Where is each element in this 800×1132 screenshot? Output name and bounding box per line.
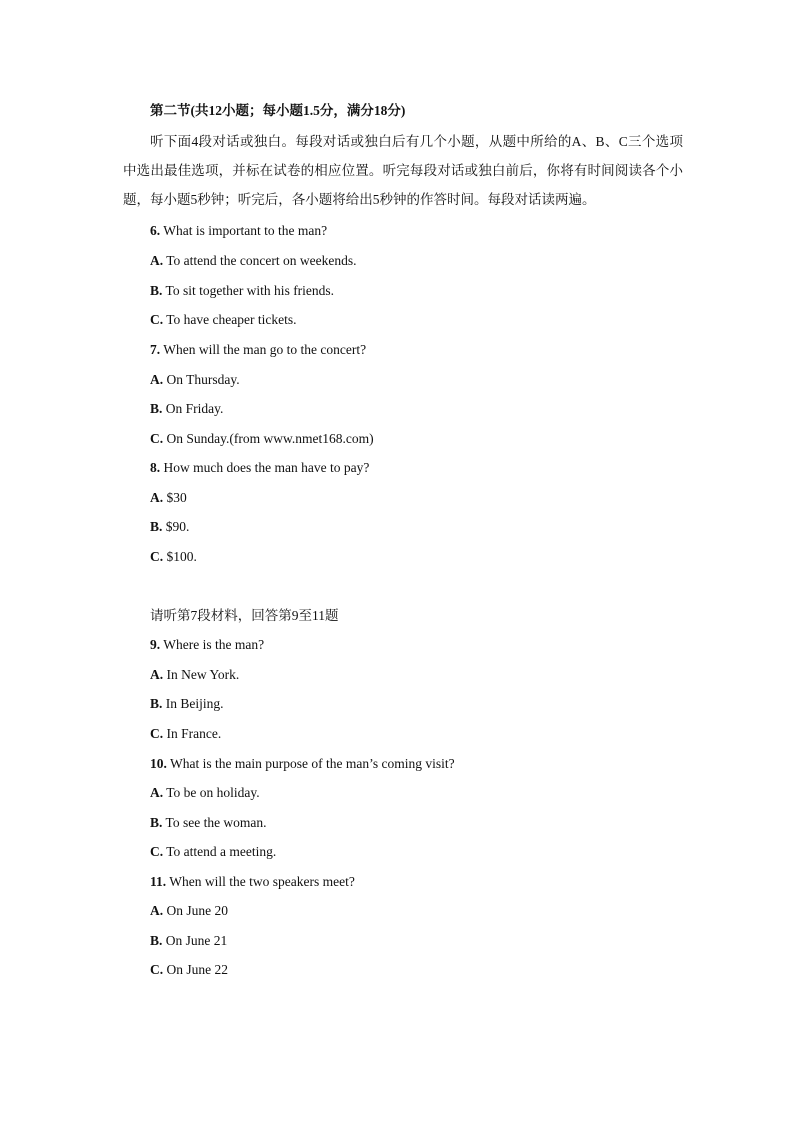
question-11 [150, 873, 355, 891]
instructions-paragraph: 听下面4段对话或独白。每段对话或独白后有几个小题，从题中所给的A、B、C三个选项中选出最佳选项，并标在试卷的相应位置。听完每段对话或独白前后，你将有时间阅读各个小题，每小题5秒钟；听完后，各小题将给出5秒钟的作答时间。每段对话读两遍。 [123, 134, 683, 207]
question-number: 7. [150, 342, 161, 357]
option-text: $100. [163, 549, 197, 564]
question-10 [150, 755, 455, 773]
question-number: 6. [150, 223, 161, 238]
question-8 [150, 459, 369, 477]
question-text: How much does the man have to pay? [160, 460, 370, 475]
option-text: In New York. [163, 667, 240, 682]
option-text: In Beijing. [162, 696, 224, 711]
question-number: 10. [150, 756, 167, 771]
option-text: To see the woman. [162, 815, 267, 830]
question-text: When will the two speakers meet? [166, 874, 355, 889]
option-text: $90. [162, 519, 190, 534]
option-text: On Friday. [162, 401, 224, 416]
option-9c [150, 725, 221, 743]
option-11b [150, 932, 227, 950]
option-letter: B. [150, 401, 163, 416]
question-number: 8. [150, 460, 161, 475]
option-letter: A. [150, 490, 164, 505]
option-text: To sit together with his friends. [162, 283, 335, 298]
option-letter: C. [150, 726, 164, 741]
option-9a [150, 666, 239, 684]
option-letter: B. [150, 696, 163, 711]
option-text: To attend the concert on weekends. [163, 253, 357, 268]
option-10b [150, 814, 267, 832]
option-7a [150, 371, 240, 389]
option-letter: C. [150, 431, 164, 446]
option-text: On Sunday.(from www.nmet168.com) [163, 431, 374, 446]
question-6 [150, 222, 327, 240]
option-letter: A. [150, 253, 164, 268]
option-6c [150, 311, 297, 329]
option-letter: A. [150, 372, 164, 387]
option-letter: A. [150, 785, 164, 800]
question-text: Where is the man? [160, 637, 265, 652]
option-letter: B. [150, 519, 163, 534]
option-text: To have cheaper tickets. [163, 312, 297, 327]
question-text: What is the main purpose of the man’s coming visit? [166, 756, 455, 771]
question-text: What is important to the man? [160, 223, 328, 238]
option-letter: C. [150, 312, 164, 327]
option-text: On June 21 [162, 933, 228, 948]
option-11c [150, 961, 228, 979]
option-letter: A. [150, 903, 164, 918]
option-text: $30 [163, 490, 187, 505]
option-letter: B. [150, 815, 163, 830]
option-8c [150, 548, 197, 566]
option-letter: C. [150, 549, 164, 564]
question-text: When will the man go to the concert? [160, 342, 367, 357]
option-letter: C. [150, 962, 164, 977]
question-7 [150, 341, 366, 359]
option-text: On Thursday. [163, 372, 240, 387]
question-number: 11. [150, 874, 167, 889]
option-letter: A. [150, 667, 164, 682]
question-9 [150, 636, 264, 654]
option-10c [150, 843, 276, 861]
option-7b [150, 400, 223, 418]
option-7c [150, 430, 374, 448]
option-letter: B. [150, 933, 163, 948]
option-6a [150, 252, 357, 270]
option-11a [150, 902, 228, 920]
option-letter: C. [150, 844, 164, 859]
question-number: 9. [150, 637, 161, 652]
option-8a [150, 489, 187, 507]
option-10a [150, 784, 260, 802]
option-8b [150, 518, 189, 536]
option-6b [150, 282, 334, 300]
option-text: In France. [163, 726, 222, 741]
section-title: 第二节(共12小题；每小题1.5分，满分18分) [150, 103, 406, 118]
option-9b [150, 695, 224, 713]
material-prompt: 请听第7段材料，回答第9至11题 [150, 608, 339, 623]
option-letter: B. [150, 283, 163, 298]
option-text: To attend a meeting. [163, 844, 277, 859]
option-text: On June 20 [163, 903, 228, 918]
option-text: On June 22 [163, 962, 228, 977]
option-text: To be on holiday. [163, 785, 260, 800]
